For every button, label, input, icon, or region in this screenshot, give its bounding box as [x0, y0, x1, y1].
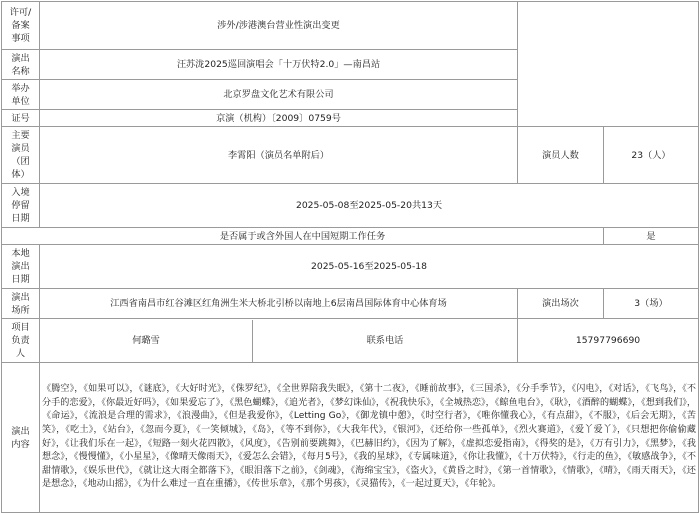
- contact-split-cell: [40, 319, 518, 363]
- repertoire-label: 演出 内容: [2, 363, 40, 513]
- stay-period-value: 2025-05-08至2025-05-20共13天: [40, 184, 699, 228]
- show-name-label: 演出 名称: [2, 50, 40, 80]
- contact-phone-value: 15797796690: [518, 319, 699, 363]
- contact-row: [2, 319, 699, 363]
- repertoire-row: [2, 363, 699, 513]
- license-value: 京演（机构）〔2009〕0759号: [40, 110, 518, 127]
- organizer-value: 北京罗盘文化艺术有限公司: [40, 80, 518, 110]
- stay-period-row: [2, 184, 699, 228]
- show-name-value: 汪苏泷2025巡回演唱会「十万伏特2.0」—南昌站: [40, 50, 518, 80]
- permit-matter-row: [2, 2, 699, 50]
- venue-row: [2, 289, 699, 319]
- performance-permit-table: [1, 1, 699, 513]
- foreign-work-answer: 是: [604, 228, 699, 245]
- organizer-label: 举办 单位: [2, 80, 40, 110]
- license-label: 证号: [2, 110, 40, 127]
- show-dates-value: 2025-05-16至2025-05-18: [40, 245, 699, 289]
- performer-count-label: 演员人数: [518, 127, 604, 184]
- show-count-value: 3（场）: [604, 289, 699, 319]
- photo-area: [518, 2, 699, 127]
- contact-name: 何璐雪: [40, 320, 253, 362]
- show-count-label: 演出场次: [518, 289, 604, 319]
- permit-matter-value: 涉外/涉港澳台营业性演出变更: [40, 2, 518, 50]
- show-dates-label: 本地 演出 日期: [2, 245, 40, 289]
- permit-matter-label: 许可/ 备案 事项: [2, 2, 40, 50]
- contact-phone-label: 联系电话: [366, 335, 404, 346]
- foreign-work-question: 是否属于或含外国人在中国短期工作任务: [2, 228, 604, 245]
- venue-label: 演出 场所: [2, 289, 40, 319]
- contact-label: 项目 负责 人: [2, 319, 40, 363]
- performers-value: 李霄阳（演员名单附后）: [40, 127, 518, 184]
- repertoire-value: 《腾空》，《如果可以》，《谜底》，《大好时光》，《侏罗纪》，《全世界陪我失眠》，《第十二夜》，《睡前故事》，《三国杀》，《分手季节》，《闪电》，《对话》，《飞鸟》，《不分手的恋爱》，《你最近好吗》，《如果爱忘了》，《黑色蝴蝶》，《追光者》，《梦幻诛仙》，《祝我快乐》，《全城热恋》，《鲸鱼电台》，《耿》，《酒醉的蝴蝶》，《想到我们》，《命运》，《流浪是合理的需求》，《浪漫曲》，《但是我爱你》，《Letting Go》，《御龙镇中憩》，《时空行者》，《唯你懂我心》，《有点甜》，《不服》，《后会无期》，《苦笑》，《吃土》，《站台》，《忽而今夏》，《一笑倾城》，《岛》，《等不到你》，《大我年代》，《银河》，《还给你一些孤单》，《烈火赛道》，《爱丫爱丫》，《只想把你偷偷藏好》，《让我们乐在一起》，《短路一刻火花四散》，《风度》，《告别前要跳舞》，《巴赫旧约》，《因为了解》，《虚拟恋爱指南》，《得奖的是》，《万有引力》，《黑梦》，《我想念》，《慢慢懂》，《小星星》，《像晴天像雨天》，《爱怎么会错》，《每月5号》，《我的星球》，《专属味道》，《你让我懂》，《十万伏特》，《行走的鱼》，《敏感战争》，《不甜情歌》，《娱乐世代》，《就让这大雨全都落下》，《眼泪落下之前》，《剑魂》，《海绵宝宝》，《盗火》，《黄昏之时》，《第一首情歌》，《情歌》，《晴》，《雨天雨天》，《还是想念》，《地动山摇》，《为什么难过一直在重播》，《传世乐章》，《那个男孩》，《灵猫传》，《一起过夏天》，《年轮》。: [40, 363, 699, 513]
- show-dates-row: [2, 245, 699, 289]
- performers-label: 主要 演员 （团 体）: [2, 127, 40, 184]
- performer-count-value: 23（人）: [604, 127, 699, 184]
- venue-value: 江西省南昌市红谷滩区红角洲生米大桥北引桥以南地上6层南昌国际体育中心体育场: [40, 289, 518, 319]
- performers-row: [2, 127, 699, 184]
- foreign-work-row: [2, 228, 699, 245]
- stay-period-label: 入境 停留 日期: [2, 184, 40, 228]
